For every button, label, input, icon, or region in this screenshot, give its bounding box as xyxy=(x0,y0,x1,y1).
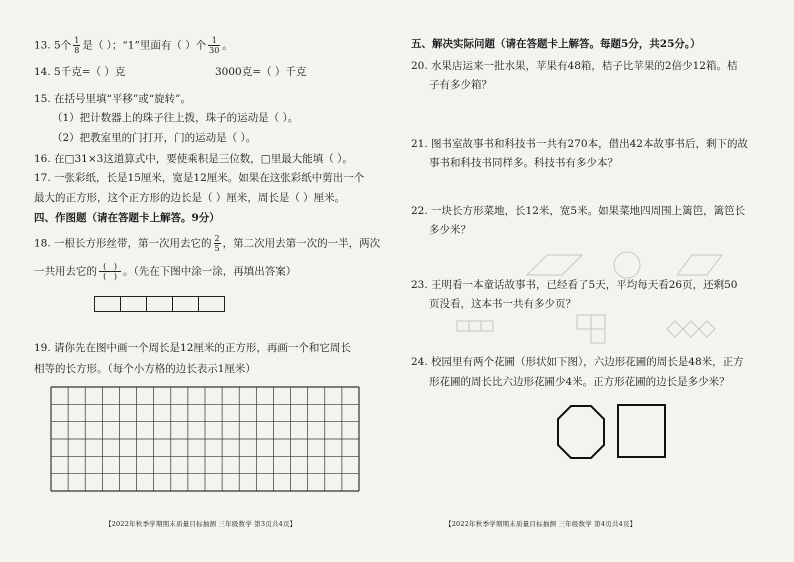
page-footer: 【2022年秋季学期期末质量目标抽测 三年级数学 第4页共4页】 xyxy=(445,520,637,528)
fraction-denominator: 30 xyxy=(209,46,220,55)
answer-denominator-blank[interactable]: ( ) xyxy=(103,272,117,281)
question-21 xyxy=(411,136,748,152)
q13-text-2: 是（ ）；“1”里面有（ ）个 xyxy=(82,39,207,52)
ribbon-segment[interactable] xyxy=(198,296,225,312)
question-13 xyxy=(34,36,233,55)
q24-line-2: 形花圃的周长比六边形花圃少4米。正方形花圃的边长是多少米？ xyxy=(429,376,730,388)
fraction-2-5 xyxy=(214,234,221,253)
question-number: 19. xyxy=(34,342,51,354)
show-through-shapes xyxy=(437,315,777,345)
question-17-line-2 xyxy=(34,190,345,206)
question-20 xyxy=(411,58,737,74)
q21-line-1: 图书室故事书和科技书一共有270本，借出42本故事书后，剩下的故 xyxy=(431,138,748,150)
question-number: 21. xyxy=(411,138,428,150)
question-number: 20. xyxy=(411,60,428,72)
right-page xyxy=(397,0,794,562)
question-19-line-2 xyxy=(34,361,256,377)
q22-line-2: 多少米？ xyxy=(429,224,471,236)
show-through-shapes-2 xyxy=(507,245,767,285)
answer-numerator-blank[interactable]: ( ) xyxy=(99,262,121,272)
q15-stem: 在括号里填“平移”或“旋转”。 xyxy=(54,93,192,105)
question-22-line-2 xyxy=(429,222,471,238)
fraction-numerator: 2 xyxy=(214,234,220,243)
q19-line-2: 相等的长方形。（每个小方格的边长表示1厘米） xyxy=(34,363,256,375)
q23-line-2: 页没看，这本书一共有多少页？ xyxy=(429,298,576,310)
question-14-part-2 xyxy=(215,64,306,80)
page-footer: 【2022年秋季学期期末质量目标抽测 三年级数学 第3页共4页】 xyxy=(105,520,297,528)
q18-text-1a: 一根长方形丝带，第一次用去它的 xyxy=(54,237,212,250)
q18-text-2b: 。（先在下图中涂一涂，再填出答案） xyxy=(123,265,297,278)
q22-line-1: 一块长方形菜地，长12米，宽5米。如果菜地四周围上篱笆，篱笆长 xyxy=(431,205,746,217)
q16-text: 在□31×3这道算式中，要使乘积是三位数，□里最大能填（ ）。 xyxy=(54,153,353,165)
question-19 xyxy=(34,340,351,356)
question-number: 23. xyxy=(411,279,428,291)
q23-line-1: 王明看一本童话故事书，已经看了5天，平均每天看26页，还剩50 xyxy=(431,279,738,291)
fraction-1-8 xyxy=(73,36,80,55)
q14-text-1: 5千克=（ ）克 xyxy=(54,66,126,78)
question-20-line-2 xyxy=(429,77,492,93)
question-18-line-2 xyxy=(34,262,296,281)
question-24 xyxy=(411,354,744,370)
question-23-line-2 xyxy=(429,296,576,312)
question-14 xyxy=(34,64,125,80)
answer-fraction-blank[interactable] xyxy=(99,262,121,281)
q17-line-1: 一张彩纸，长是15厘米，宽是12厘米。如果在这张彩纸中剪出一个 xyxy=(54,172,365,184)
question-15-b xyxy=(52,130,256,146)
section-5-heading: 五、解决实际问题（请在答题卡上解答。每题5分，共25分。） xyxy=(411,38,701,50)
q14-text-2: 3000克=（ ）千克 xyxy=(215,66,307,78)
ribbon-segment[interactable] xyxy=(120,296,147,312)
question-17 xyxy=(34,170,364,186)
question-number: 24. xyxy=(411,356,428,368)
section-4-heading: 四、作图题（请在答题卡上解答。9分） xyxy=(34,212,220,224)
q15-part-b: （2）把教室里的门打开，门的运动是（ ）。 xyxy=(52,132,257,144)
ribbon-segment[interactable] xyxy=(94,296,121,312)
question-number: 17. xyxy=(34,172,51,184)
hexagon-flower-bed xyxy=(557,405,607,460)
q20-line-2: 子有多少箱？ xyxy=(429,79,492,91)
q20-line-1: 水果店运来一批水果，苹果有48箱，桔子比苹果的2倍少12箱。桔 xyxy=(431,60,738,72)
question-24-line-2 xyxy=(429,374,730,390)
fraction-denominator: 8 xyxy=(74,46,80,55)
q21-line-2: 事书和科技书同样多。科技书有多少本？ xyxy=(429,157,618,169)
question-15-a xyxy=(52,110,298,126)
ribbon-segment[interactable] xyxy=(172,296,199,312)
question-number: 15. xyxy=(34,93,51,105)
ribbon-segment[interactable] xyxy=(146,296,173,312)
square-flower-bed xyxy=(617,404,667,460)
q18-text-2a: 一共用去它的 xyxy=(34,265,97,278)
q13-text-1: 5个 xyxy=(54,39,72,52)
q15-part-a: （1）把计数器上的珠子往上拨，珠子的运动是（ ）。 xyxy=(52,112,299,124)
q13-text-3: 。 xyxy=(222,39,233,52)
fraction-denominator: 5 xyxy=(214,244,220,253)
fraction-1-30 xyxy=(208,36,220,55)
question-15 xyxy=(34,91,191,107)
fraction-numerator: 1 xyxy=(208,36,220,46)
question-number: 16. xyxy=(34,153,51,165)
q24-line-1: 校园里有两个花圃（形状如下图），六边形花圃的周长是48米，正方 xyxy=(431,356,744,368)
drawing-grid[interactable] xyxy=(50,386,362,496)
fraction-numerator: 1 xyxy=(74,36,80,45)
ribbon-strip-diagram[interactable] xyxy=(95,296,225,312)
question-22 xyxy=(411,203,745,219)
q19-line-1: 请你先在图中画一个周长是12厘米的正方形，再画一个和它周长 xyxy=(54,342,351,354)
question-16 xyxy=(34,151,353,167)
question-21-line-2 xyxy=(429,155,618,171)
question-number: 22. xyxy=(411,205,428,217)
q17-line-2: 最大的正方形，这个正方形的边长是（ ）厘米，周长是（ ）厘米。 xyxy=(34,192,346,204)
question-number: 18. xyxy=(34,237,51,250)
question-18 xyxy=(34,234,380,253)
q18-text-1b: ，第二次用去第一次的一半，两次 xyxy=(222,237,381,250)
question-number: 14. xyxy=(34,66,51,78)
question-number: 13. xyxy=(34,39,51,52)
